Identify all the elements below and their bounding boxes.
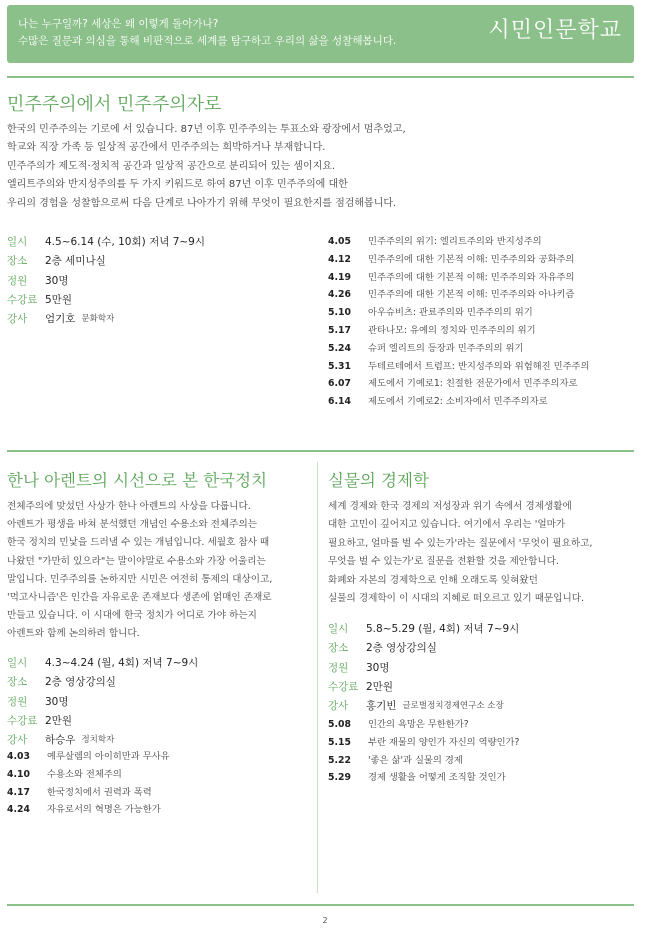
schedule-row <box>328 393 590 411</box>
paragraph-line: 세계 경제와 한국 경제의 저성장과 위기 속에서 경제생활에 <box>328 501 572 512</box>
schedule-row <box>328 286 590 304</box>
paragraph-line: 나왔던 "가만히 있으라"는 말이야말로 수용소와 가장 어울리는 <box>7 555 266 567</box>
paragraph-line: 전체주의에 맞섰던 사상가 한나 아렌트의 사상을 다룹니다. <box>7 501 251 512</box>
schedule-topic: 한국정치에서 권력과 폭력 <box>47 786 152 798</box>
lecturer-note: 글로벌정치경제연구소 소장 <box>402 701 504 712</box>
schedule-row <box>328 269 590 287</box>
schedule-row <box>328 322 590 340</box>
info-label: 장소 <box>7 255 28 268</box>
schedule-row <box>7 748 170 766</box>
schedule-date: 5.08 <box>328 719 351 730</box>
schedule-topic: 예루살렘의 아이히만과 무사유 <box>47 751 170 762</box>
section2-title: 한나 아렌트의 시선으로 본 한국정치 <box>7 471 268 490</box>
schedule-date: 5.29 <box>328 772 351 784</box>
schedule-row <box>7 784 170 802</box>
info-value: 엄기호 <box>45 313 76 326</box>
paragraph-line: 엘리트주의와 반지성주의를 두 가지 키워드로 하여 87년 이후 민주주의에 대한 <box>7 179 348 191</box>
info-row-fee <box>7 712 198 731</box>
schedule-topic: 슈퍼 엘리트의 등장과 민주주의의 위기 <box>368 342 524 354</box>
info-value: 5.8~5.29 (월, 4회) 저녁 7~9시 <box>366 623 520 635</box>
schedule-date: 4.12 <box>328 253 351 265</box>
paragraph-line: 한국의 민주주의는 기로에 서 있습니다. 87년 이후 민주주의는 투표소와 광장에서 멈추었고, <box>7 124 406 135</box>
info-value: 4.3~4.24 (월, 4회) 저녁 7~9시 <box>45 657 199 669</box>
info-label: 일시 <box>328 623 349 635</box>
paragraph-line: 아렌트가 평생을 바쳐 분석했던 개념인 수용소와 전체주의는 <box>7 519 257 531</box>
header-banner <box>7 5 634 63</box>
lecturer-note: 정치학자 <box>81 735 115 746</box>
section1-title: 민주주의에서 민주주의자로 <box>7 94 222 115</box>
schedule-row <box>328 752 519 770</box>
schedule-topic: 민주주의에 대한 기본적 이해: 민주주의와 아나키즘 <box>368 289 575 301</box>
info-value: 5만원 <box>45 293 72 306</box>
info-row-date <box>7 654 198 673</box>
paragraph-line: 무엇을 벌 수 있는가'로 질문을 전환할 것을 제안합니다. <box>328 556 559 568</box>
banner-question-line-1: 나는 누구일까? 세상은 왜 이렇게 돌아가나? <box>18 18 219 30</box>
schedule-topic: 부란 재물의 양인가 자신의 역량인가? <box>368 736 520 748</box>
info-row-place <box>7 673 198 692</box>
info-value: 30명 <box>45 695 69 708</box>
schedule-topic: 수용소와 전체주의 <box>47 768 122 780</box>
column-divider <box>317 462 318 893</box>
schedule-row <box>328 375 590 393</box>
schedule-topic: '좋은 삶'과 실물의 경제 <box>368 754 463 766</box>
schedule-row <box>328 734 519 752</box>
info-value: 30명 <box>366 661 390 674</box>
schedule-row <box>328 716 519 734</box>
schedule-date: 6.14 <box>328 396 351 408</box>
section3-paragraph <box>328 498 592 608</box>
paragraph-line: 우리의 경험을 성찰함으로써 다음 단계로 나아가기 위해 무엇이 필요한지를 점검해봅니다. <box>7 197 397 209</box>
schedule-topic: 민주주의에 대한 기본적 이해: 민주주의와 공화주의 <box>368 253 575 265</box>
schedule-row <box>7 801 170 819</box>
schedule-row <box>328 304 590 322</box>
info-row-lecturer <box>7 310 205 329</box>
info-row-lecturer <box>328 697 519 716</box>
schedule-row <box>328 769 519 787</box>
section1-paragraph <box>7 121 406 213</box>
banner-question <box>18 16 396 50</box>
info-label: 강사 <box>328 700 349 713</box>
info-value: 2만원 <box>366 680 393 693</box>
info-row-place <box>328 639 519 658</box>
schedule-topic: 민주주의에 대한 기본적 이해: 민주주의와 자유주의 <box>368 271 575 283</box>
schedule-date: 5.31 <box>328 360 351 372</box>
info-label: 일시 <box>7 657 28 669</box>
info-label: 수강료 <box>7 293 38 306</box>
schedule-date: 4.17 <box>7 786 30 798</box>
info-label: 장소 <box>328 642 349 655</box>
schedule-date: 5.10 <box>328 307 351 319</box>
section1-schedule <box>328 233 590 411</box>
schedule-date: 4.19 <box>328 271 351 283</box>
info-value: 30명 <box>45 274 69 287</box>
info-label: 정원 <box>7 695 28 708</box>
info-row-capacity <box>7 693 198 712</box>
schedule-date: 4.05 <box>328 236 351 247</box>
divider-bottom <box>7 904 634 906</box>
info-row-capacity <box>7 272 205 291</box>
section3-title: 실물의 경제학 <box>328 471 429 490</box>
paragraph-line: 민주주의가 제도적·정치적 공간과 일상적 공간으로 분리되어 있는 셈이지요. <box>7 160 336 172</box>
schedule-topic: 제도에서 기예로1: 친절한 전문가에서 민주주의자로 <box>368 378 578 390</box>
info-value: 홍기빈 <box>366 700 397 713</box>
schedule-date: 4.26 <box>328 289 351 301</box>
paragraph-line: '먹고사니즘'은 인간을 자유로운 존재보다 생존에 얽매인 존재로 <box>7 592 272 604</box>
info-value: 2만원 <box>45 714 72 727</box>
schedule-row <box>7 766 170 784</box>
paragraph-line: 만들고 있습니다. 이 시대에 한국 정치가 어디로 가야 하는지 <box>7 610 257 622</box>
schedule-date: 5.17 <box>328 324 351 336</box>
info-row-fee <box>328 678 519 697</box>
info-label: 장소 <box>7 676 28 689</box>
paragraph-line: 화폐와 자본의 경제학으로 인해 오래도록 잊혀왔던 <box>328 574 538 586</box>
info-row-date <box>7 233 205 252</box>
info-label: 정원 <box>328 661 349 674</box>
schedule-row <box>328 233 590 251</box>
section1-info <box>7 233 205 329</box>
lecturer-note: 문화학자 <box>81 314 115 325</box>
info-value: 하승우 <box>45 734 76 747</box>
schedule-date: 5.24 <box>328 342 351 354</box>
schedule-topic: 경제 생활을 어떻게 조직할 것인가 <box>368 772 506 784</box>
info-label: 일시 <box>7 236 28 248</box>
schedule-date: 6.07 <box>328 378 351 390</box>
schedule-date: 4.03 <box>7 751 30 762</box>
info-label: 수강료 <box>328 680 359 693</box>
info-row-fee <box>7 291 205 310</box>
paragraph-line: 필요하고, 얼마를 벌 수 있는가'라는 질문에서 '무엇이 필요하고, <box>328 537 593 549</box>
paragraph-line: 실물의 경제학이 이 시대의 지혜로 떠오르고 있기 때문입니다. <box>328 593 585 605</box>
schedule-topic: 민주주의의 위기: 엘리트주의와 반지성주의 <box>368 236 542 247</box>
brand-title: 시민인문학교 <box>488 18 622 43</box>
info-value: 2층 세미나실 <box>45 255 106 268</box>
section2-schedule <box>7 748 170 819</box>
info-row-place <box>7 252 205 271</box>
schedule-date: 5.22 <box>328 754 351 766</box>
schedule-row <box>328 358 590 376</box>
divider-middle <box>7 450 634 452</box>
schedule-date: 4.10 <box>7 768 30 780</box>
page-number: 2 <box>322 916 328 925</box>
section3-schedule <box>328 716 519 787</box>
schedule-topic: 제도에서 기예로2: 소비자에서 민주주의자로 <box>368 396 548 408</box>
banner-question-line-2: 수많은 질문과 의심을 통해 비판적으로 세계를 탐구하고 우리의 삶을 성찰해봅니다. <box>18 35 397 47</box>
schedule-topic: 관타나모: 유예의 정치와 민주주의의 위기 <box>368 324 536 336</box>
paragraph-line: 말입니다. 민주주의를 논하지만 시민은 여전히 통제의 대상이고, <box>7 573 273 585</box>
paragraph-line: 대한 고민이 깊어지고 있습니다. 여기에서 우리는 '얼마가 <box>328 519 566 531</box>
info-value: 2층 영상강의실 <box>45 676 116 689</box>
info-value: 2층 영상강의실 <box>366 642 437 655</box>
info-label: 강사 <box>7 734 28 747</box>
schedule-topic: 아우슈비츠: 관료주의와 민주주의의 위기 <box>368 307 533 319</box>
schedule-topic: 인간의 욕망은 무한한가? <box>368 719 469 730</box>
info-label: 수강료 <box>7 714 38 727</box>
paragraph-line: 한국 정치의 민낯을 드러낼 수 있는 개념입니다. 세월호 참사 때 <box>7 537 270 549</box>
section3-info <box>328 620 519 716</box>
section2-paragraph <box>7 498 272 644</box>
info-label: 강사 <box>7 313 28 326</box>
info-value: 4.5~6.14 (수, 10회) 저녁 7~9시 <box>45 236 205 248</box>
schedule-topic: 자유로서의 혁명은 가능한가 <box>47 804 161 816</box>
info-row-capacity <box>328 659 519 678</box>
schedule-date: 4.24 <box>7 804 30 816</box>
schedule-row <box>328 340 590 358</box>
divider-top <box>7 76 634 78</box>
paragraph-line: 학교와 직장 가족 등 일상적 공간에서 민주주의는 희박하거나 부재합니다. <box>7 142 326 154</box>
info-row-date <box>328 620 519 639</box>
schedule-row <box>328 251 590 269</box>
schedule-date: 5.15 <box>328 736 351 748</box>
section2-info <box>7 654 198 750</box>
info-label: 정원 <box>7 274 28 287</box>
schedule-topic: 두테르테에서 트럼프: 반지성주의와 위험해진 민주주의 <box>368 360 590 372</box>
paragraph-line: 아렌트와 함께 논의하려 합니다. <box>7 628 140 640</box>
